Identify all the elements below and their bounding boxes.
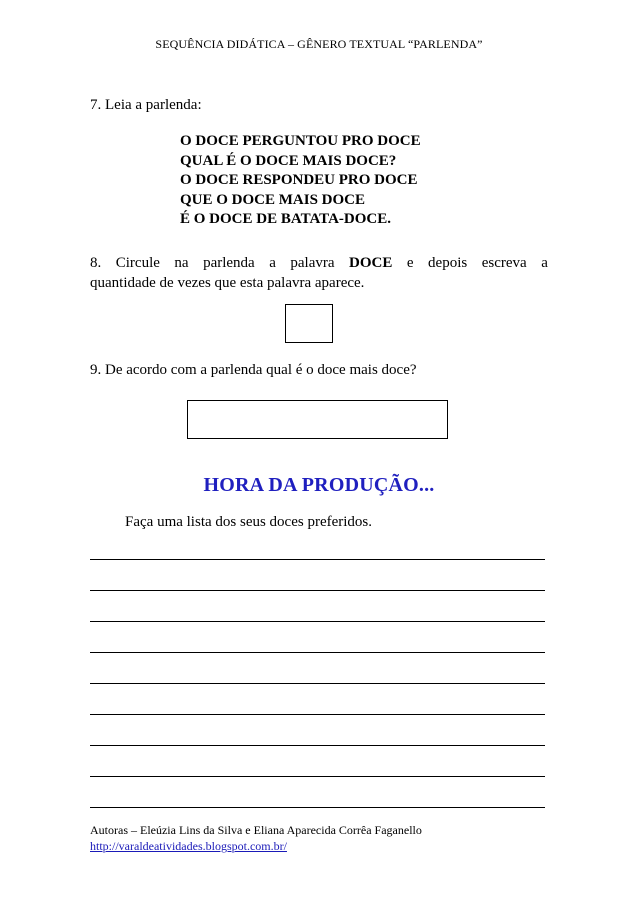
question-8-line-2: quantidade de vezes que esta palavra aparece. — [90, 275, 365, 291]
poem-line: QUE O DOCE MAIS DOCE — [180, 191, 366, 208]
poem-line: QUAL É O DOCE MAIS DOCE? — [180, 152, 397, 169]
parlenda-poem — [180, 132, 421, 230]
q8-word: Circule — [115, 255, 160, 271]
answer-line[interactable] — [90, 559, 545, 560]
poem-line: O DOCE RESPONDEU PRO DOCE — [180, 172, 418, 188]
q8-keyword: DOCE — [349, 255, 393, 271]
question-8 — [90, 253, 548, 293]
q8-word: na — [174, 255, 189, 271]
answer-line[interactable] — [90, 807, 545, 808]
q8-word: depois — [428, 255, 468, 271]
production-instruction: Faça uma lista dos seus doces preferidos. — [125, 514, 373, 530]
footer-link[interactable]: http://varaldeatividades.blogspot.com.br/ — [90, 839, 287, 853]
footer-authors: Autoras – Eleúzia Lins da Silva e Eliana Aparecida Corrêa Faganello — [90, 823, 422, 837]
answer-line[interactable] — [90, 621, 545, 622]
answer-line[interactable] — [90, 776, 545, 777]
q8-word: palavra — [290, 255, 335, 271]
page-header: SEQUÊNCIA DIDÁTICA – GÊNERO TEXTUAL “PARLENDA” — [155, 37, 483, 51]
question-9-label: 9. De acordo com a parlenda qual é o doce mais doce? — [90, 362, 417, 378]
q8-word: a — [269, 255, 276, 271]
production-title: HORA DA PRODUÇÃO... — [203, 474, 435, 496]
count-answer-box[interactable] — [285, 304, 333, 343]
sweetest-answer-box[interactable] — [187, 400, 448, 439]
q8-word: 8. — [90, 255, 102, 271]
q8-word: a — [541, 255, 548, 271]
q8-word: e — [406, 255, 414, 271]
answer-line[interactable] — [90, 652, 545, 653]
poem-line: O DOCE PERGUNTOU PRO DOCE — [180, 133, 421, 149]
q8-word: parlenda — [203, 255, 255, 271]
answer-line[interactable] — [90, 714, 545, 715]
poem-line: É O DOCE DE BATATA-DOCE. — [180, 211, 391, 227]
q8-word: escreva — [481, 255, 527, 271]
question-8-line-1 — [90, 253, 548, 273]
answer-line[interactable] — [90, 590, 545, 591]
answer-line[interactable] — [90, 745, 545, 746]
page-footer — [90, 822, 422, 854]
answer-line[interactable] — [90, 683, 545, 684]
question-7-label: 7. Leia a parlenda: — [90, 97, 202, 113]
